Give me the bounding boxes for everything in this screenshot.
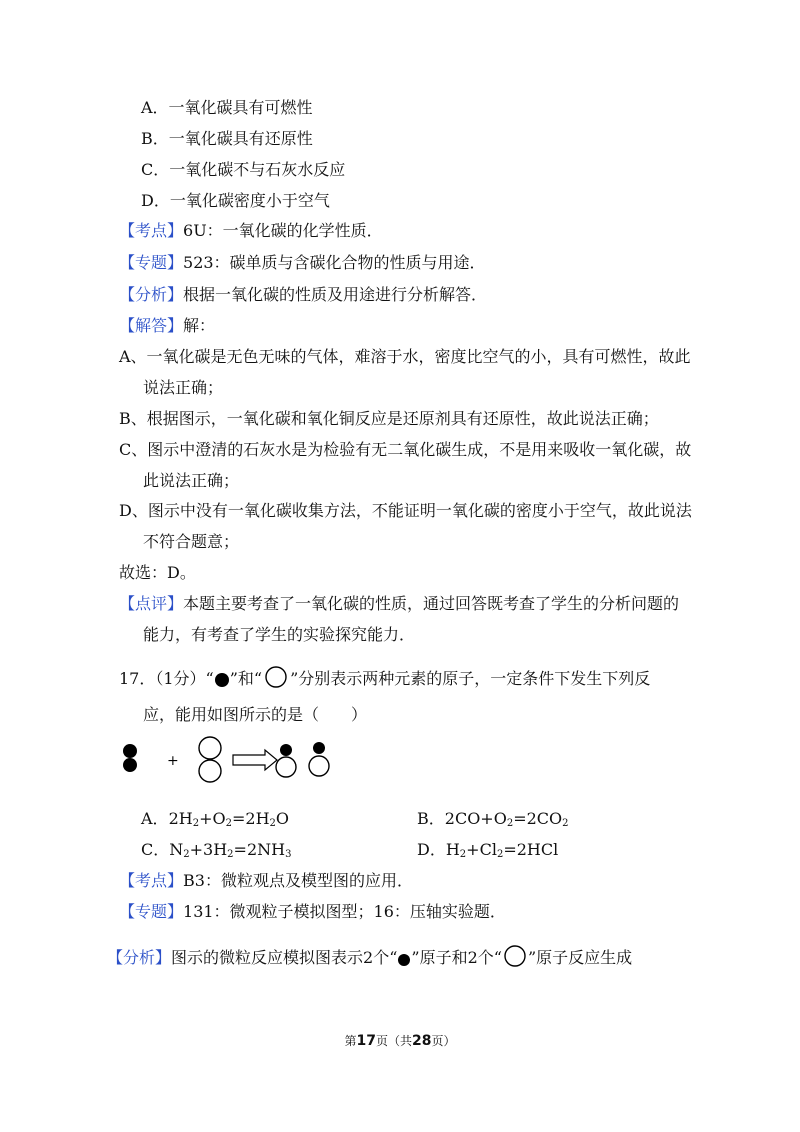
zhuanti-tag: 【专题】 [119,253,184,272]
white-atom-icon [502,945,528,967]
q16-option-c: C．一氧化碳不与石灰水反应 [141,160,346,179]
q16-answer-b-line1: B、根据图示，一氧化碳和氧化铜反应是还原剂具有还原性，故此说法正确； [119,409,659,428]
jieda-tag: 【解答】 [119,316,184,335]
dianping-text-1: 本题主要考查了一氧化碳的性质，通过回答既考查了学生的分析问题的 [183,594,680,613]
q17-fenxi-prefix: 图示的微粒反应模拟图表示2个“ [171,948,398,967]
q16-answer-d-line2: 不符合题意； [143,532,240,551]
jieda-text: 解： [183,316,216,335]
q16-answer-c-line2: 此说法正确； [143,471,240,490]
q17-stem-line1 [119,666,650,690]
reactant-white-molecule [199,737,221,782]
q16-dianping-line1 [119,593,679,615]
zhuanti-text: 523：碳单质与含碳化合物的性质与用途． [183,253,486,272]
footer-total-pages: 28 [412,1033,432,1049]
footer-middle: 页（共 [375,1034,412,1048]
q17-option-b-label: B． [417,809,445,828]
footer-suffix: 页） [431,1034,456,1048]
reaction-diagram [115,735,355,787]
q17-option-a: A．$2H_2+O_2=2H_2O$ [141,809,290,829]
reaction-arrow-icon [233,750,277,770]
q17-kaodian [119,870,413,892]
q17-option-a-label: A． [141,809,169,828]
footer-prefix: 第 [344,1034,357,1048]
q17-stem-line2: 应，能用如图所示的是（ ） [143,705,368,724]
q17-option-c-label: C． [141,840,170,859]
q17-kaodian-tag: 【考点】 [119,871,184,890]
q17-zhuanti-text: 131：微观粒子模拟图型；16：压轴实验题． [183,902,506,921]
q17-stem-prefix: 17．（1分）“ [119,669,214,688]
white-atom-icon [262,666,290,688]
black-atom-icon [214,672,230,688]
q16-option-d: D．一氧化碳密度小于空气 [141,191,330,210]
product-molecule-2 [309,742,329,776]
q16-answer-d-line1: D、图示中没有一氧化碳收集方法，不能证明一氧化碳的密度小于空气，故此说法 [119,501,692,520]
plus-sign: + [167,753,179,769]
q17-option-d-label: D． [417,840,446,859]
product-molecule-1 [276,744,296,777]
q16-answer-a-line1: A、一氧化碳是无色无味的气体，难溶于水，密度比空气的小，具有可燃性，故此 [119,347,691,366]
q17-fenxi-suffix: ”原子反应生成 [527,948,633,967]
q17-option-d: D．$H_2+Cl_2=2HCl$ [417,840,559,860]
q17-fenxi [107,945,632,969]
reactant-black-molecule [123,744,137,772]
q17-fenxi-tag: 【分析】 [107,948,172,967]
q16-kaodian [119,220,383,242]
q16-answer-a-line2: 说法正确； [143,378,224,397]
q16-fenxi [119,284,487,306]
kaodian-text: 6U：一氧化碳的化学性质． [183,221,383,240]
q17-zhuanti-tag: 【专题】 [119,902,184,921]
q16-final-answer: 故选：D。 [119,563,196,582]
fenxi-tag: 【分析】 [119,285,184,304]
q17-fenxi-mid: ”原子和2个“ [411,948,502,967]
q16-jieda [119,315,215,337]
q17-zhuanti [119,901,506,923]
q17-option-c: C．$N_2+3H_2=2NH_3$ [141,840,292,860]
q16-zhuanti [119,252,486,274]
black-atom-icon [397,953,411,967]
q17-option-b: B．$2CO+O_2=2CO_2$ [417,809,569,829]
q17-kaodian-text: B3：微粒观点及模型图的应用． [183,871,413,890]
fenxi-text: 根据一氧化碳的性质及用途进行分析解答． [183,285,488,304]
footer-page-number: 17 [356,1033,376,1049]
page-footer [0,1032,800,1049]
q16-answer-c-line1: C、图示中澄清的石灰水是为检验有无二氧化碳生成，不是用来吸收一氧化碳，故 [119,440,692,459]
dianping-tag: 【点评】 [119,594,184,613]
q17-stem-suffix: ”分别表示两种元素的原子，一定条件下发生下列反 [290,669,651,688]
q16-dianping-line2: 能力，有考查了学生的实验探究能力． [143,625,416,644]
q16-option-b: B．一氧化碳具有还原性 [141,129,313,148]
kaodian-tag: 【考点】 [119,221,184,240]
q16-option-a: A．一氧化碳具有可燃性 [141,98,313,117]
q17-stem-mid: ”和“ [229,669,263,688]
